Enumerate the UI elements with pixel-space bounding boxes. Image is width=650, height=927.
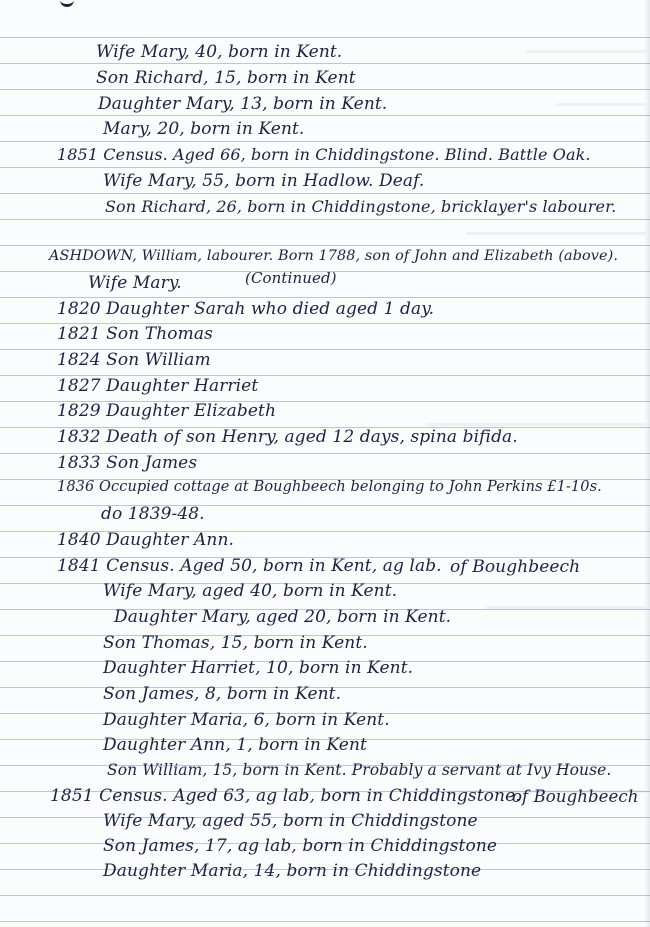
text-line: Daughter Ann, 1, born in Kent bbox=[103, 735, 367, 755]
text-line: of Boughbeech bbox=[450, 557, 581, 577]
text-line: 1840 Daughter Ann. bbox=[57, 530, 235, 550]
text-line: 1820 Daughter Sarah who died aged 1 day. bbox=[57, 299, 435, 319]
text-line: 1824 Son William bbox=[57, 350, 211, 370]
text-line: do 1839-48. bbox=[101, 504, 205, 524]
text-line: 1821 Son Thomas bbox=[57, 324, 213, 344]
text-line: Son Richard, 15, born in Kent bbox=[96, 68, 356, 88]
text-line: Wife Mary, 40, born in Kent. bbox=[96, 42, 343, 62]
text-line: 1832 Death of son Henry, aged 12 days, spina bifida. bbox=[57, 427, 518, 447]
text-line: Daughter Mary, 13, born in Kent. bbox=[98, 94, 388, 114]
show-through-mark bbox=[486, 606, 646, 609]
text-line: Wife Mary, 55, born in Hadlow. Deaf. bbox=[103, 171, 425, 191]
text-line: Daughter Maria, 14, born in Chiddingstone bbox=[103, 861, 482, 881]
text-line: Son Thomas, 15, born in Kent. bbox=[103, 633, 368, 653]
page-edge-shadow bbox=[644, 0, 650, 927]
text-line: Wife Mary, aged 40, born in Kent. bbox=[103, 581, 398, 601]
text-line: 1827 Daughter Harriet bbox=[57, 376, 259, 396]
text-line: 1829 Daughter Elizabeth bbox=[57, 401, 277, 421]
text-line: Daughter Harriet, 10, born in Kent. bbox=[103, 658, 414, 678]
ink-mark bbox=[60, 0, 74, 7]
text-line: 1833 Son James bbox=[57, 453, 198, 473]
text-line: of Boughbeech bbox=[512, 787, 639, 806]
text-line: Daughter Mary, aged 20, born in Kent. bbox=[114, 607, 452, 627]
show-through-mark bbox=[556, 103, 646, 106]
text-line: (Continued) bbox=[245, 269, 337, 287]
text-line: Wife Mary, aged 55, born in Chiddingstone bbox=[103, 811, 478, 831]
text-line: Son James, 8, born in Kent. bbox=[103, 684, 342, 704]
text-line: 1851 Census. Aged 66, born in Chiddingstone. Blind. Battle Oak. bbox=[57, 145, 591, 164]
text-line: 1851 Census. Aged 63, ag lab, born in Chiddingstone. bbox=[50, 786, 521, 806]
text-line: Son William, 15, born in Kent. Probably a servant at Ivy House. bbox=[107, 761, 612, 779]
show-through-mark bbox=[466, 232, 646, 235]
text-line: Son James, 17, ag lab, born in Chiddingstone bbox=[103, 836, 498, 856]
text-line: Mary, 20, born in Kent. bbox=[103, 119, 305, 139]
text-line: Daughter Maria, 6, born in Kent. bbox=[103, 710, 390, 730]
text-line: ASHDOWN, William, labourer. Born 1788, son of John and Elizabeth (above). bbox=[49, 248, 619, 264]
text-line: Son Richard, 26, born in Chiddingstone, bricklayer's labourer. bbox=[105, 197, 617, 216]
text-line: 1836 Occupied cottage at Boughbeech belonging to John Perkins £1-10s. bbox=[57, 479, 602, 495]
show-through-mark bbox=[526, 50, 646, 53]
text-line: 1841 Census. Aged 50, born in Kent, ag lab. bbox=[57, 556, 442, 576]
text-line: Wife Mary. bbox=[88, 273, 182, 293]
show-through-mark bbox=[426, 423, 646, 426]
